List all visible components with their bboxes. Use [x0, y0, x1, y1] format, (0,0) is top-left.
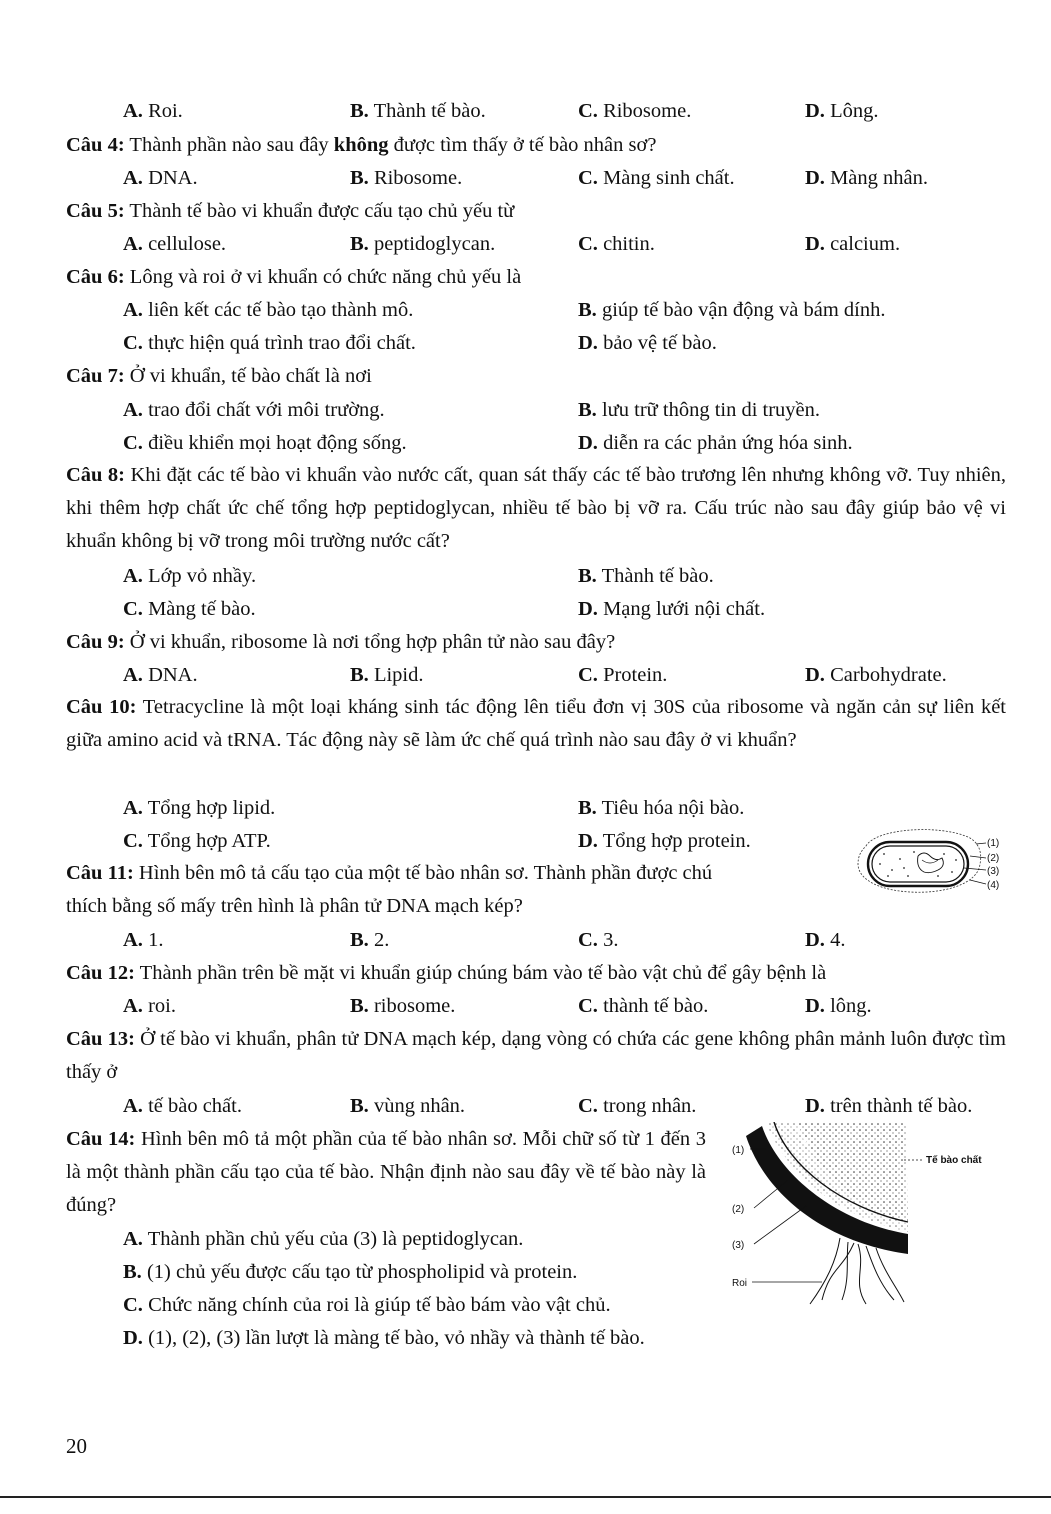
q11-option-b: B. 2. — [350, 929, 390, 951]
q8-option-c: C. Màng tế bào. — [123, 598, 256, 620]
q7-option-a: A. trao đổi chất với môi trường. — [123, 399, 385, 421]
q12-option-a: A. roi. — [123, 995, 176, 1017]
q14-figure-label-2: (2) — [732, 1204, 745, 1215]
q12-option-d: D. lông. — [805, 995, 872, 1017]
q14-option-b: B. (1) chủ yếu được cấu tạo từ phospholipid và protein. — [123, 1261, 578, 1283]
q14-option-c: C. Chức năng chính của roi là giúp tế bào bám vào vật chủ. — [123, 1294, 611, 1316]
cell-envelope-figure — [726, 1122, 1006, 1312]
q6-option-d: D. bảo vệ tế bào. — [578, 332, 717, 354]
q7-option-b: B. lưu trữ thông tin di truyền. — [578, 399, 821, 421]
q6-option-c: C. thực hiện quá trình trao đổi chất. — [123, 332, 416, 354]
q5-option-b: B. peptidoglycan. — [350, 233, 496, 255]
q4-option-d: D. Màng nhân. — [805, 167, 928, 189]
q4-option-b: B. Ribosome. — [350, 167, 463, 189]
q7-option-c: C. điều khiển mọi hoạt động sống. — [123, 432, 407, 454]
q10-option-b: B. Tiêu hóa nội bào. — [578, 797, 745, 819]
q9-option-b: B. Lipid. — [350, 664, 424, 686]
q3-option-d: D. Lông. — [805, 100, 879, 122]
q8-option-b: B. Thành tế bào. — [578, 565, 714, 587]
q9-stem: Câu 9: Ở vi khuẩn, ribosome là nơi tổng hợp phân tử nào sau đây? — [66, 631, 616, 653]
q6-option-b: B. giúp tế bào vận động và bám dính. — [578, 299, 886, 321]
q13-option-b: B. vùng nhân. — [350, 1095, 466, 1117]
q14-figure-label-cytoplasm: Tế bào chất — [926, 1155, 982, 1166]
q14-figure-label-1: (1) — [732, 1145, 745, 1156]
q7-option-d: D. diễn ra các phản ứng hóa sinh. — [578, 432, 853, 454]
q11-figure-label-3: (3) — [987, 866, 1000, 877]
q12-stem: Câu 12: Thành phần trên bề mặt vi khuẩn giúp chúng bám vào tế bào vật chủ để gây bệnh là — [66, 962, 827, 984]
q12-option-b: B. ribosome. — [350, 995, 456, 1017]
q8-option-d: D. Mạng lưới nội chất. — [578, 598, 766, 620]
q5-option-d: D. calcium. — [805, 233, 901, 255]
q7-stem: Câu 7: Ở vi khuẩn, tế bào chất là nơi — [66, 365, 372, 387]
q11-option-d: D. 4. — [805, 929, 846, 951]
q10-stem: Câu 10: Tetracycline là một loại kháng sinh tác động lên tiểu đơn vị 30S của ribosome và ngăn cản sự liên kết giữa amino acid và tRNA. Tác động này sẽ làm ức chế quá trình nào sau đây ở vi khuẩn? — [66, 696, 1006, 751]
q10-option-a: A. Tổng hợp lipid. — [123, 797, 276, 819]
q14-stem: Câu 14: Hình bên mô tả một phần của tế bào nhân sơ. Mỗi chữ số từ 1 đến 3 là một thành phần cấu tạo của tế bào. Nhận định nào sau đây về tế bào này là đúng? — [66, 1128, 706, 1216]
q9-option-c: C. Protein. — [578, 664, 668, 686]
page-number: 20 — [66, 1434, 87, 1458]
q3-option-b: B. Thành tế bào. — [350, 100, 486, 122]
q13-option-c: C. trong nhân. — [578, 1095, 697, 1117]
q10-option-d: D. Tổng hợp protein. — [578, 830, 751, 852]
q11-stem-line2: thích bằng số mấy trên hình là phân tử DNA mạch kép? — [66, 895, 523, 917]
q4-stem: Câu 4: Thành phần nào sau đây không được tìm thấy ở tế bào nhân sơ? — [66, 134, 657, 156]
bottom-rule — [0, 1496, 1051, 1498]
q14-figure-label-3: (3) — [732, 1240, 745, 1251]
q9-option-a: A. DNA. — [123, 664, 198, 686]
q5-stem: Câu 5: Thành tế bào vi khuẩn được cấu tạo chủ yếu từ — [66, 200, 515, 222]
q11-stem-line1: Câu 11: Hình bên mô tả cấu tạo của một tế bào nhân sơ. Thành phần được chú — [66, 862, 713, 884]
q8-stem: Câu 8: Khi đặt các tế bào vi khuẩn vào nước cất, quan sát thấy các tế bào trương lên nhưng không vỡ. Tuy nhiên, khi thêm hợp chất ức chế tổng hợp peptidoglycan, nhiều tế bào bị vỡ ra. Cấu trúc nào sau đây giúp bảo vệ vi khuẩn không bị vỡ trong môi trường nước cất? — [66, 464, 1006, 552]
q9-option-d: D. Carbohydrate. — [805, 664, 947, 686]
q6-stem: Câu 6: Lông và roi ở vi khuẩn có chức năng chủ yếu là — [66, 266, 522, 288]
q10-option-c: C. Tổng hợp ATP. — [123, 830, 271, 852]
q12-option-c: C. thành tế bào. — [578, 995, 709, 1017]
q4-option-c: C. Màng sinh chất. — [578, 167, 735, 189]
q5-option-a: A. cellulose. — [123, 233, 227, 255]
q4-option-a: A. DNA. — [123, 167, 198, 189]
q14-option-a: A. Thành phần chủ yếu của (3) là peptidoglycan. — [123, 1228, 524, 1250]
q14-figure-label-roi: Roi — [732, 1278, 748, 1289]
prokaryote-cell-figure — [852, 824, 1002, 900]
q5-option-c: C. chitin. — [578, 233, 655, 255]
q14-option-d: D. (1), (2), (3) lần lượt là màng tế bào, vỏ nhầy và thành tế bào. — [123, 1327, 645, 1349]
q6-option-a: A. liên kết các tế bào tạo thành mô. — [123, 299, 414, 321]
q11-figure-label-1: (1) — [987, 838, 1000, 849]
q13-option-d: D. trên thành tế bào. — [805, 1095, 973, 1117]
q11-figure-label-4: (4) — [987, 880, 1000, 891]
q11-option-a: A. 1. — [123, 929, 164, 951]
q13-option-a: A. tế bào chất. — [123, 1095, 242, 1117]
q11-figure-label-2: (2) — [987, 853, 1000, 864]
q13-stem: Câu 13: Ở tế bào vi khuẩn, phân tử DNA mạch kép, dạng vòng có chứa các gene không phân mảnh luôn được tìm thấy ở — [66, 1028, 1006, 1083]
q3-option-a: A. Roi. — [123, 100, 183, 122]
q3-option-c: C. Ribosome. — [578, 100, 692, 122]
q11-option-c: C. 3. — [578, 929, 619, 951]
q8-option-a: A. Lớp vỏ nhầy. — [123, 565, 257, 587]
